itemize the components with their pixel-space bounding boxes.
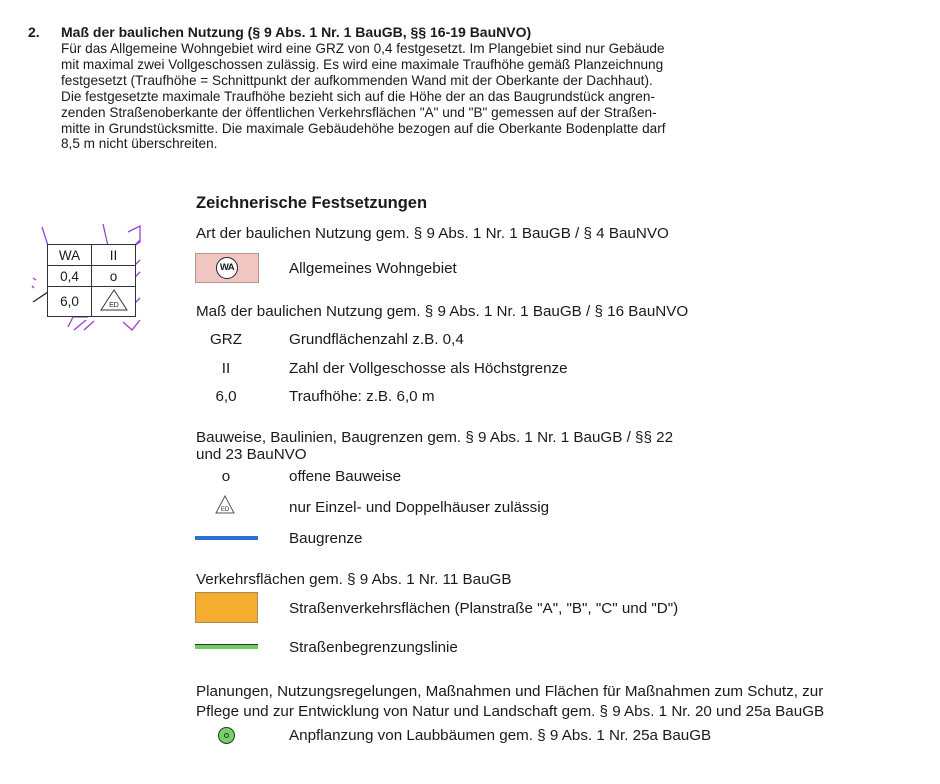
tree-icon [218,727,235,744]
legend-natur-heading-1: Planungen, Nutzungsregelungen, Maßnahmen und Flächen für Maßnahmen zum Schutz, zur [196,683,824,700]
schablone-cell: 6,0 [48,287,92,317]
legend-art-heading: Art der baulichen Nutzung gem. § 9 Abs. 1 Nr. 1 BauGB / § 4 BauNVO [196,225,669,242]
paragraph-line: mit maximal zwei Vollgeschossen zulässig. Es wird eine maximale Traufhöhe gemäß Planzeichnung [61,56,664,72]
schablone-cell: II [92,245,136,266]
legend-item-label: Grundflächenzahl z.B. 0,4 [289,331,464,348]
baugrenze-line-icon [195,536,258,540]
legend-bauweise-heading-2: und 23 BauNVO [196,446,307,463]
legend-item-label: Straßenbegrenzungslinie [289,639,458,656]
section-heading: Maß der baulichen Nutzung (§ 9 Abs. 1 Nr. 1 BauGB, §§ 16-19 BauNVO) [61,24,532,40]
paragraph-line: Die festgesetzte maximale Traufhöhe bezieht sich auf die Höhe der an das Baugrundstück angren- [61,88,655,104]
strassenverkehrsflaeche-swatch [195,592,258,623]
legend-symbol-offene-bauweise: o [221,468,231,485]
schablone-cell: o [92,266,136,287]
legend-item-label: nur Einzel- und Doppelhäuser zulässig [289,499,550,516]
nutzungsschablone [47,244,136,317]
legend-item-label: Straßenverkehrsflächen (Planstraße "A", "B", "C" und "D") [289,600,679,617]
paragraph-line: mitte in Grundstücksmitte. Die maximale Gebäudehöhe bezogen auf die Oberkante Bodenplatte darf [61,120,666,136]
legend-item-label: offene Bauweise [289,468,402,485]
legend-item-label: Allgemeines Wohngebiet [289,260,457,277]
ed-icon-text: ED [220,507,230,513]
legend-mass-heading: Maß der baulichen Nutzung gem. § 9 Abs. 1 Nr. 1 BauGB / § 16 BauNVO [196,303,689,320]
strassenbegrenzungslinie-icon [195,644,258,649]
paragraph-line: Für das Allgemeine Wohngebiet wird eine GRZ von 0,4 festgesetzt. Im Plangebiet sind nur Gebäude [61,41,665,56]
paragraph-line: festgesetzt (Traufhöhe = Schnittpunkt der aufkommenden Wand mit der Oberkante der Dachhaut). [61,72,653,88]
ed-icon-text: ED [108,302,119,309]
legend-symbol-vollgeschosse: II [221,360,231,377]
legend-symbol-traufhoehe: 6,0 [215,388,237,405]
ed-triangle-icon [214,494,236,516]
section-number: 2. [28,24,40,40]
legend-title: Zeichnerische Festsetzungen [196,194,428,212]
legend-item-label: Traufhöhe: z.B. 6,0 m [289,388,435,405]
schablone-cell: WA [48,245,92,266]
legend-item-label: Anpflanzung von Laubbäumen gem. § 9 Abs. 1 Nr. 25a BauGB [289,727,712,744]
schablone-ed-cell [92,287,136,317]
legend-bauweise-heading-1: Bauweise, Baulinien, Baugrenzen gem. § 9 Abs. 1 Nr. 1 BauGB / §§ 22 [196,429,674,446]
ed-triangle-icon [99,288,129,312]
schablone-cell: 0,4 [48,266,92,287]
legend-item-label: Baugrenze [289,530,363,547]
legend-verkehr-heading: Verkehrsflächen gem. § 9 Abs. 1 Nr. 11 BauGB [196,571,512,588]
paragraph-line: 8,5 m nicht überschreiten. [61,136,218,152]
paragraph-line: zenden Straßenoberkante der öffentlichen Verkehrsflächen "A" und "B" gemessen auf der Straßen- [61,104,657,120]
section-paragraph [61,41,781,152]
legend-item-label: Zahl der Vollgeschosse als Höchstgrenze [289,360,568,377]
wa-circle-icon: WA [216,257,238,279]
legend-symbol-grz: GRZ [209,331,243,348]
wa-swatch [195,253,259,283]
legend-natur-heading-2: Pflege und zur Entwicklung von Natur und Landschaft gem. § 9 Abs. 1 Nr. 20 und 25a BauGB [196,703,825,720]
